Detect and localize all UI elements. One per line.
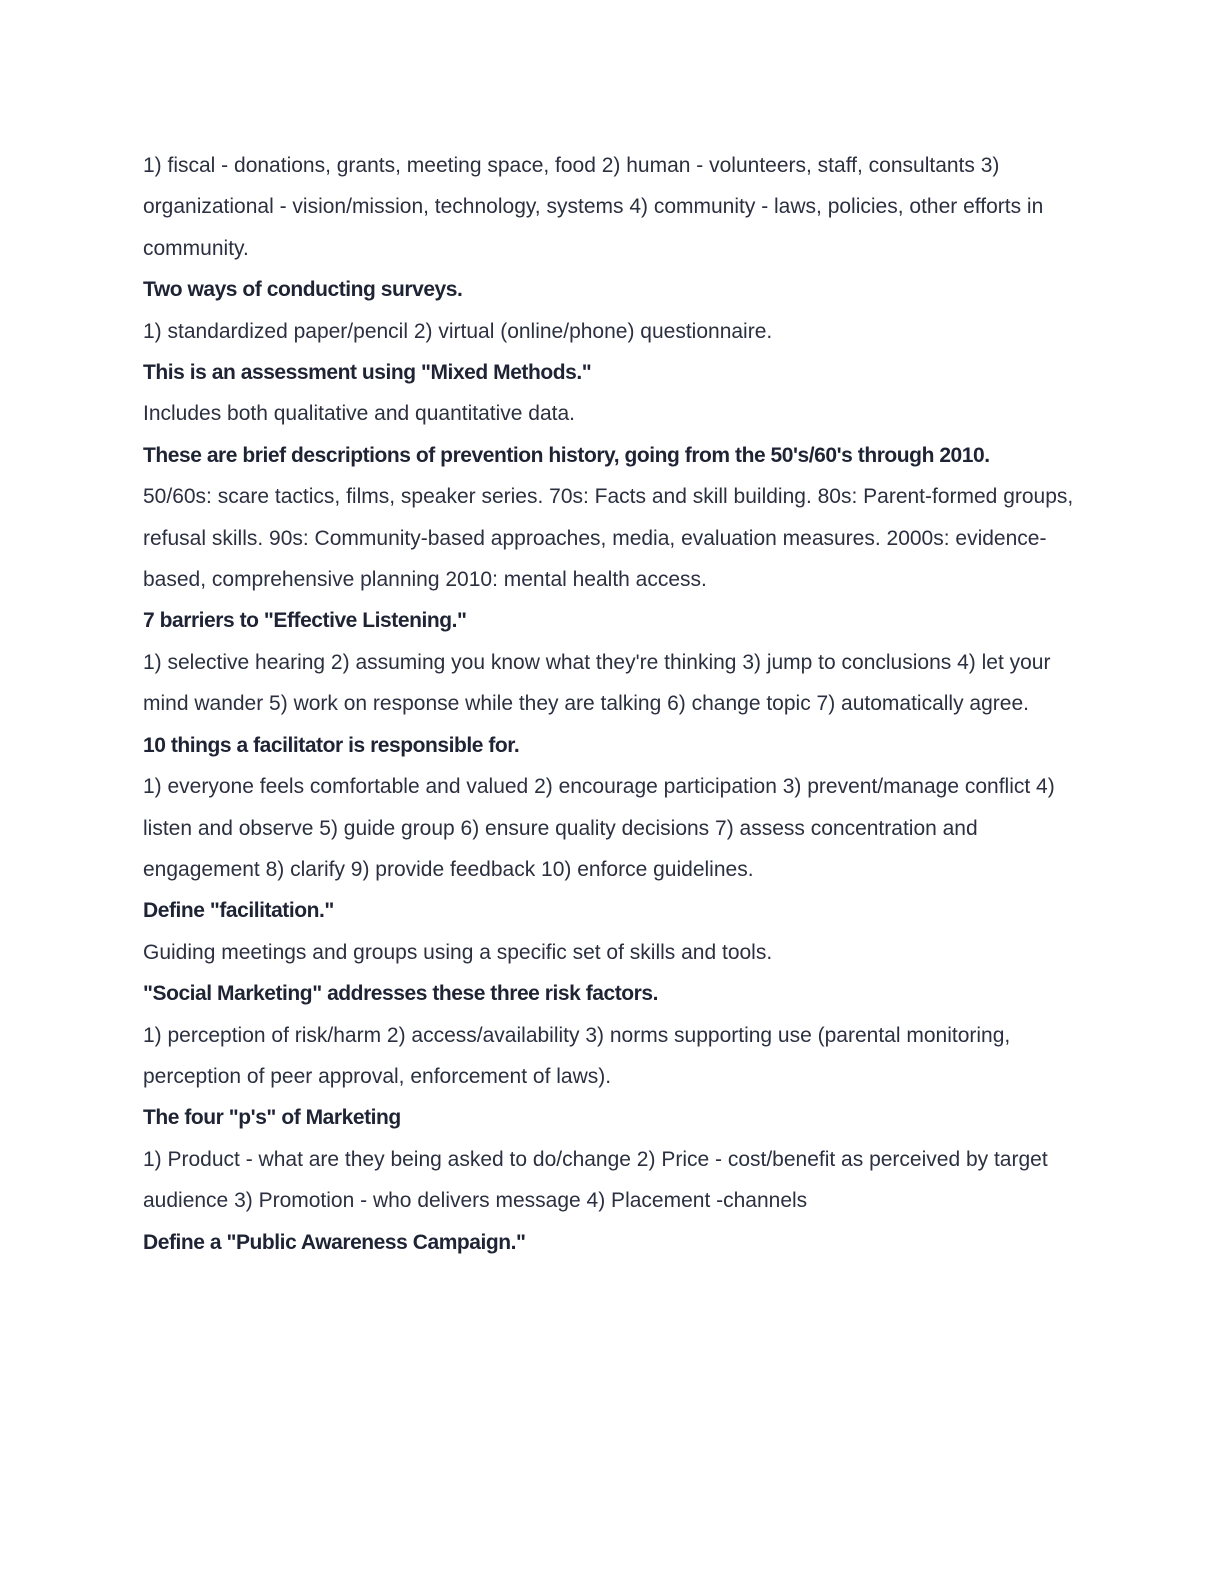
answer-text: 1) selective hearing 2) assuming you know what they're thinking 3) jump to conclusions 4) let your mind wander 5) work on response while they are talking 6) change topic 7) automatically agree. — [143, 650, 1051, 716]
question-heading: Two ways of conducting surveys. — [143, 278, 463, 302]
answer-text: 1) perception of risk/harm 2) access/availability 3) norms supporting use (parental monitoring, perception of peer approval, enforcement of laws). — [143, 1023, 1011, 1088]
question-heading: This is an assessment using "Mixed Methods." — [143, 361, 592, 385]
question-heading: 10 things a facilitator is responsible for. — [143, 733, 520, 757]
answer-text: 1) Product - what are they being asked to do/change 2) Price - cost/benefit as perceived by target audience 3) Promotion - who delivers message 4) Placement -channels — [143, 1147, 1048, 1213]
question-heading: Define "facilitation." — [143, 899, 334, 923]
question-heading: "Social Marketing" addresses these three risk factors. — [143, 982, 659, 1006]
question-heading: 7 barriers to "Effective Listening." — [143, 609, 467, 633]
answer-text: 1) everyone feels comfortable and valued 2) encourage participation 3) prevent/manage conflict 4) listen and observe 5) guide group 6) ensure quality decisions 7) assess concentration and engagement 8) clarify 9) provide feedback 10) enforce guidelines. — [143, 775, 1055, 881]
answer-text: 50/60s: scare tactics, films, speaker series. 70s: Facts and skill building. 80s: Parent-formed groups, refusal skills. 90s: Community-based approaches, media, evaluation measures. 2000s: evidence-based, comprehensive planning 2010: mental health access. — [143, 485, 1074, 592]
answer-text: Guiding meetings and groups using a specific set of skills and tools. — [143, 940, 773, 964]
question-heading: Define a "Public Awareness Campaign." — [143, 1230, 526, 1254]
question-heading: The four "p's" of Marketing — [143, 1106, 401, 1130]
question-heading: These are brief descriptions of prevention history, going from the 50's/60's through 2010. — [143, 443, 990, 467]
answer-text: 1) standardized paper/pencil 2) virtual (online/phone) questionnaire. — [143, 319, 773, 343]
answer-text: Includes both qualitative and quantitative data. — [143, 402, 575, 426]
document-page — [143, 145, 1083, 1263]
answer-text: 1) fiscal - donations, grants, meeting space, food 2) human - volunteers, staff, consultants 3) organizational - vision/mission, technology, systems 4) community - laws, policies, other efforts in community. — [143, 154, 1044, 260]
